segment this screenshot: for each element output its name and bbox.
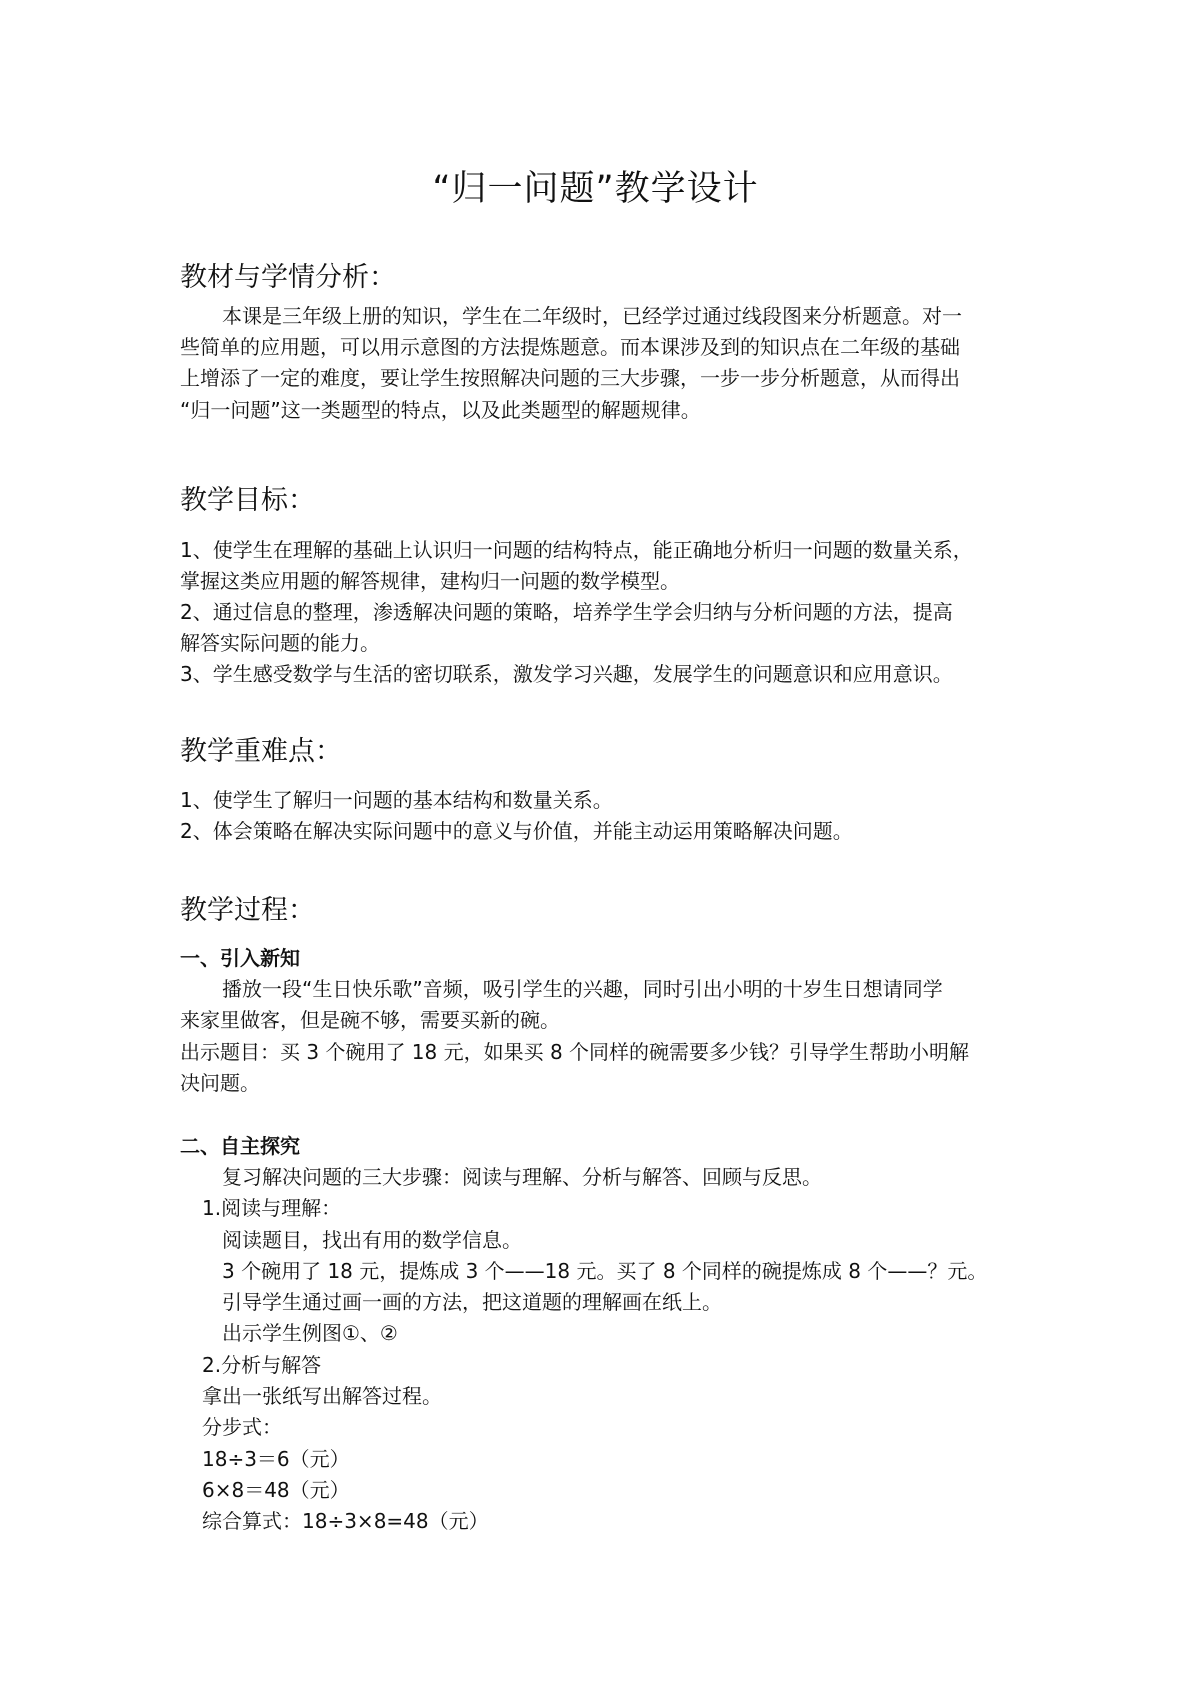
part1-line: 来家里做客，但是碗不够，需要买新的碗。 bbox=[180, 1008, 560, 1032]
analysis-heading: 教材与学情分析： bbox=[180, 262, 396, 293]
part2-review: 复习解决问题的三大步骤：阅读与理解、分析与解答、回顾与反思。 bbox=[222, 1165, 822, 1189]
goals-line: 3、学生感受数学与生活的密切联系，激发学习兴趣，发展学生的问题意识和应用意识。 bbox=[180, 662, 953, 686]
step1-line: 阅读题目，找出有用的数学信息。 bbox=[222, 1228, 522, 1252]
step2-line: 18÷3＝6（元） bbox=[202, 1447, 350, 1471]
part1-line: 播放一段“生日快乐歌”音频，吸引学生的兴趣，同时引出小明的十岁生日想请同学 bbox=[222, 977, 943, 1001]
step1-line: 引导学生通过画一画的方法，把这道题的理解画在纸上。 bbox=[222, 1290, 722, 1314]
part1-title: 一、引入新知 bbox=[180, 946, 300, 970]
part1-line: 决问题。 bbox=[180, 1071, 260, 1095]
step2-title: 2.分析与解答 bbox=[202, 1353, 322, 1377]
step1-line: 3 个碗用了 18 元，提炼成 3 个——18 元。买了 8 个同样的碗提炼成 8 个——？元。 bbox=[222, 1259, 988, 1283]
keypoints-line: 1、使学生了解归一问题的基本结构和数量关系。 bbox=[180, 788, 613, 812]
part2-title: 二、自主探究 bbox=[180, 1134, 300, 1158]
goals-heading: 教学目标： bbox=[180, 485, 315, 516]
step1-line: 出示学生例图①、② bbox=[222, 1321, 398, 1345]
analysis-line: 上增添了一定的难度，要让学生按照解决问题的三大步骤，一步一步分析题意，从而得出 bbox=[180, 366, 960, 390]
goals-line: 2、通过信息的整理，渗透解决问题的策略，培养学生学会归纳与分析问题的方法，提高 bbox=[180, 600, 953, 624]
goals-line: 掌握这类应用题的解答规律，建构归一问题的数学模型。 bbox=[180, 569, 680, 593]
goals-line: 解答实际问题的能力。 bbox=[180, 631, 380, 655]
goals-line: 1、使学生在理解的基础上认识归一问题的结构特点，能正确地分析归一问题的数量关系， bbox=[180, 538, 973, 562]
step2-line: 拿出一张纸写出解答过程。 bbox=[202, 1384, 442, 1408]
analysis-line: “归一问题”这一类题型的特点，以及此类题型的解题规律。 bbox=[180, 398, 701, 422]
part1-line: 出示题目：买 3 个碗用了 18 元，如果买 8 个同样的碗需要多少钱？引导学生帮助小明解 bbox=[180, 1040, 970, 1064]
process-heading: 教学过程： bbox=[180, 895, 315, 926]
document-title: “归一问题”教学设计 bbox=[432, 169, 759, 209]
keypoints-line: 2、体会策略在解决实际问题中的意义与价值，并能主动运用策略解决问题。 bbox=[180, 819, 853, 843]
step2-line: 综合算式：18÷3×8=48（元） bbox=[202, 1509, 489, 1533]
step2-line: 分步式： bbox=[202, 1415, 282, 1439]
step2-line: 6×8＝48（元） bbox=[202, 1478, 350, 1502]
step1-title: 1.阅读与理解： bbox=[202, 1196, 342, 1220]
analysis-line: 些简单的应用题，可以用示意图的方法提炼题意。而本课涉及到的知识点在二年级的基础 bbox=[180, 335, 960, 359]
analysis-line: 本课是三年级上册的知识，学生在二年级时，已经学过通过线段图来分析题意。对一 bbox=[222, 304, 962, 328]
keypoints-heading: 教学重难点： bbox=[180, 736, 342, 767]
